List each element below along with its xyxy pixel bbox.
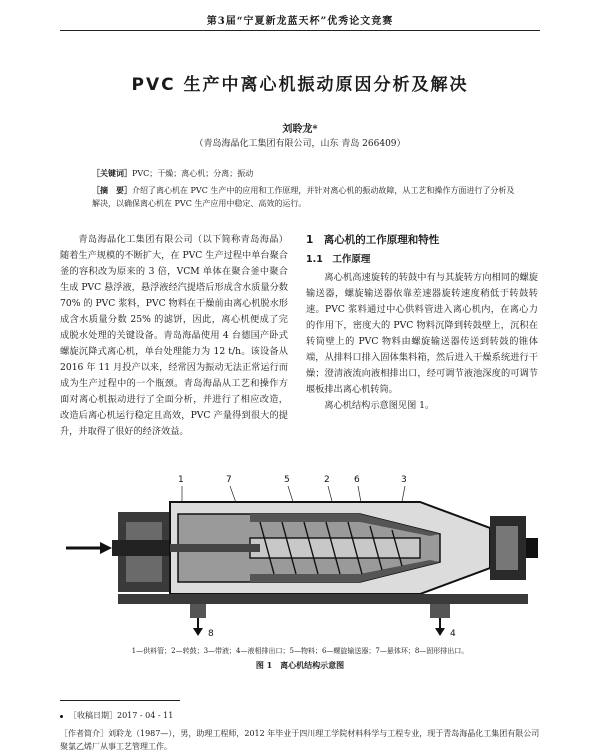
label-2: 2 [324, 475, 330, 485]
received-date-text: ［收稿日期］2017 - 04 - 11 [69, 711, 174, 720]
intro-paragraph: 青岛海晶化工集团有限公司（以下简称青岛海晶）随着生产规模的不断扩大，在 PVC 生产过程中单台聚合釜的容积改为原来的 3 倍，VCM 单体在聚合釜中聚合生成 PVC 悬浮液，悬浮液经汽提塔后形成含水质量分数 70% 的 PVC 浆料，PVC 物料在干燥前由离心机脱水形成含水质量分数 25% 的滤饼，因此，离心机便成了完成脱水处理的关键设备。青岛海晶使用 4 台德国产卧式螺旋沉降式离心机，单台处理能力为 12 t/h。该设备从 2016 年 11 月投产以来，经常因为振动无法正常运行而成为生产过程中的一个瓶颈。青岛海晶从工艺和操作方面对离心机振动进行了全面分析，并进行了相应改造，改造后离心机运行稳定且高效，PVC 产量得到很大的提升，并取得了很好的经济效益。 [60, 234, 288, 437]
figure-number-labels [178, 475, 407, 485]
article-title: PVC 生产中离心机振动原因分析及解决 [131, 75, 469, 95]
section-heading-1: 1 离心机的工作原理和特性 [306, 234, 440, 246]
label-7: 7 [226, 475, 232, 485]
label-6: 6 [354, 475, 360, 485]
section-heading-1-1: 1.1 工作原理 [306, 254, 371, 265]
abstract-label: ［摘 要］ [92, 185, 132, 195]
base-frame [118, 594, 528, 604]
article-author: 刘聆龙* [282, 124, 318, 135]
abstract-text: 介绍了离心机在 PVC 生产中的应用和工作原理，并针对离心机的振动故障，从工艺和操作方面进行了分析及解决，以确保离心机在 PVC 生产应用中稳定、高效的运行。 [92, 186, 515, 208]
label-8: 8 [208, 629, 214, 639]
centrifuge-diagram [60, 472, 540, 642]
keywords-block [92, 168, 522, 179]
feed-pipe [170, 544, 260, 552]
figure-reference-paragraph: 离心机结构示意图见图 1。 [324, 400, 435, 411]
keywords-text: PVC；干燥；离心机；分离；振动 [132, 169, 254, 178]
abstract-block [92, 184, 522, 210]
feed-arrow [66, 542, 112, 554]
keywords-label: ［关键词］ [92, 168, 132, 178]
figure-title: 图 1 离心机结构示意图 [255, 660, 345, 670]
label-3: 3 [401, 475, 407, 485]
label-5: 5 [284, 475, 290, 485]
received-date [60, 710, 173, 721]
solid-outlet-arrow [430, 604, 456, 639]
left-column [60, 232, 288, 440]
author-bio: ［作者简介］刘聆龙（1987—），男，助理工程师，2012 年毕业于四川理工学院材料科学与工程专业，现于青岛海晶化工集团有限公司聚氯乙烯厂从事工艺管理工作。 [60, 729, 540, 751]
figure-caption-legend: 1—供料管；2—转鼓；3—带液；4—液相排出口；5—物料；6—螺旋输送器；7—悬体环；8—固形排出口。 [131, 647, 469, 655]
footnote-rule [60, 700, 180, 701]
article-affiliation: （青岛海晶化工集团有限公司，山东 青岛 266409） [194, 139, 406, 149]
header-rule [60, 30, 540, 31]
principle-paragraph: 离心机高速旋转的转鼓中有与其旋转方向相同的螺旋输送器，螺旋输送器依靠差速器旋转速度稍低于转鼓转速。PVC 浆料通过中心供料管进入离心机内，在离心力的作用下，密度大的 PVC 物料沉降到转鼓壁上，沉积在转筒壁上的 PVC 物料由螺旋输送器传送到转鼓的锥体端，从排料口排入固体集料箱，然后进入干燥系统进行干燥；澄清液流向液相排出口，经可调节液池深度的可调节堰板排出离心机转筒。 [306, 272, 538, 395]
right-column [306, 232, 538, 414]
liquid-outlet-arrow [190, 604, 214, 639]
label-4: 4 [450, 629, 456, 639]
label-1: 1 [178, 475, 184, 485]
journal-header: 第3届“宁夏新龙蓝天杯”优秀论文竞赛 [206, 16, 394, 27]
